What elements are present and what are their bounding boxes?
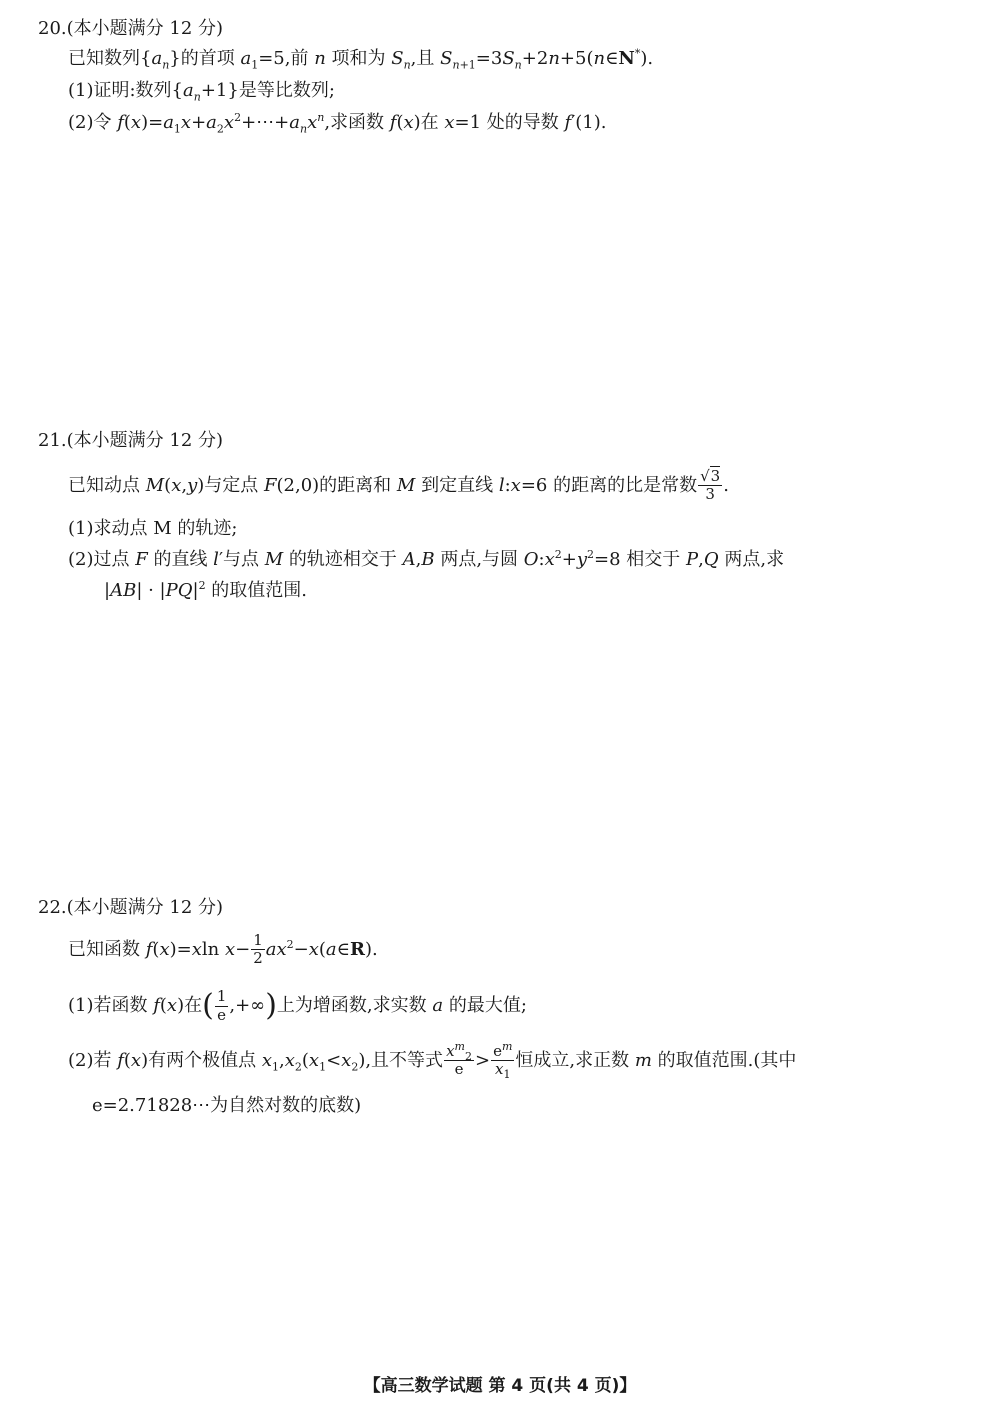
problem-22-part-2: (2)若 f(x)有两个极值点 $x_1,x_2(x_1<x_2)$,且不等式 $\frac{x^m_2}{e}$ > $\frac{e^m}{x_1}$ 恒成立,求正数 m 的取值范围.(其中 — [68, 1040, 797, 1082]
sqrt3-over-3-fraction: $\frac{√3}{3}$ — [700, 467, 721, 504]
half-fraction: $\frac{1}{2}$ — [253, 931, 263, 968]
problem-21-part-2-cont: $|AB| \cdot |PQ|^2$ 的取值范围. — [104, 579, 308, 601]
problem-22-statement: 已知函数 f(x)=xln x− $\frac{1}{2}$ $ax^2-x(a\in R)$. — [68, 931, 378, 968]
em-over-x1-fraction: $\frac{e^m}{x_1}$ — [493, 1040, 513, 1082]
problem-21-part-2: (2)过点 F 的直线 l′与点 M 的轨迹相交于 A,B 两点,与圆 $O:x^2+y^2=8$ 相交于 P,Q 两点,求 — [68, 548, 785, 570]
problem-20-part-2: (2)令 $f(x)=a_1x+a_2x^2+\cdots+a_nx^n$,求函数 f(x)在 x=1 处的导数 f′(1). — [68, 111, 607, 136]
page-footer: 【高三数学试题 第 4 页(共 4 页)】 — [363, 1376, 637, 1396]
x2m-over-e-fraction: $\frac{x^m_2}{e}$ — [446, 1040, 472, 1079]
problem-20-header: 20.(本小题满分 12 分) — [38, 18, 224, 39]
problem-22-part-2-cont: e=2.71828⋯为自然对数的底数) — [92, 1095, 362, 1116]
problem-22-part-1: (1)若函数 f(x)在( $\frac{1}{e}$ ,+∞)上为增函数,求实数 a 的最大值; — [68, 987, 527, 1024]
problem-20-part-1: (1)证明:数列$\{a_n+1\}$是等比数列; — [68, 80, 335, 104]
problem-22-header: 22.(本小题满分 12 分) — [38, 897, 224, 918]
problem-20-statement: 已知数列$\{a_n\}$的首项 $a_1=5$,前 n 项和为 $S_n$,且 $S_{n+1}=3S_n+2n+5(n\in N^*)$. — [68, 47, 654, 72]
problem-21-statement: 已知动点 M(x,y)与定点 F(2,0)的距离和 M 到定直线 l:x=6 的距离的比是常数 $\frac{√3}{3}$ . — [68, 467, 729, 504]
inverse-e-fraction: $\frac{1}{e}$ — [216, 987, 227, 1024]
problem-21-header: 21.(本小题满分 12 分) — [38, 430, 224, 451]
problem-21-part-1: (1)求动点 M 的轨迹; — [68, 518, 238, 539]
